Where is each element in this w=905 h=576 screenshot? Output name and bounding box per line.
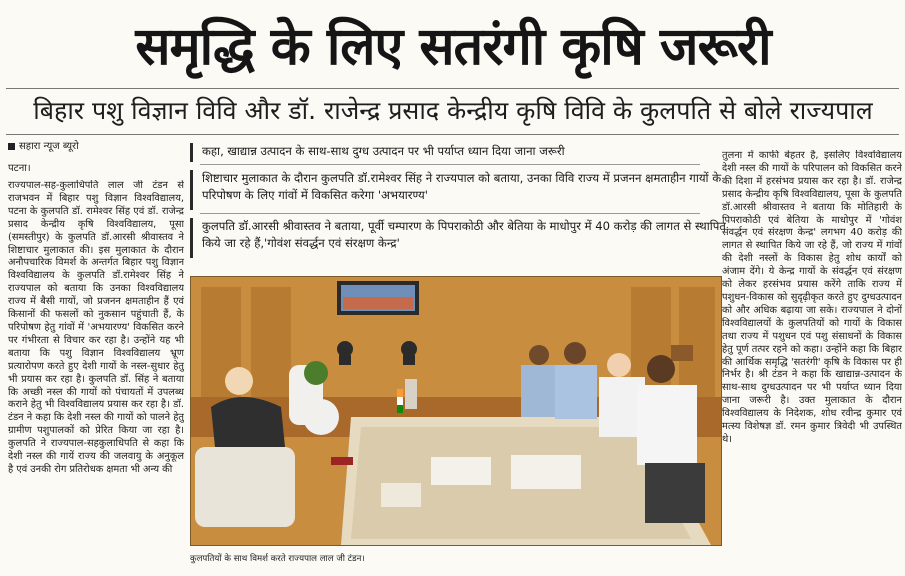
byline [8,140,79,176]
meeting-photo-illustration [191,277,721,545]
article-text-left: राज्यपाल-सह-कुलाधिपति लाल जी टंडन से राजभवन में बिहार पशु विज्ञान विश्वविद्यालय, पटना के कुलपति डॉ. रामेश्वर सिंह एवं डॉ. राजेन्द्र प्रसाद केन्द्रीय कृषि विश्वविद्यालय, पूसा (समस्तीपुर) के कुलपति डॉ.आरसी श्रीवास्तव ने शिष्टाचार मुलाकात की। इस मुलाकात के दौरान अनौपचारिक विमर्श के अन्तर्गत बिहार पशु विज्ञान विश्वविद्यालय के कुलपति डॉ.रामेश्वर सिंह ने राज्यपाल को बताया कि उनका विश्वविद्यालय राज्य में बैसी गायों, जो प्रजनन क्षमताहीन हैं एवं किसानों की फसलों को नुकसान पहुंचाती हैं, के परिपोषण हेतु गांवों में 'अभयारण्य' विकसित करने पर गंभीरता से विचार कर रहा है। उन्होंने यह भी बताया कि पशु विज्ञान विश्वविद्यालय भ्रूण प्रत्यारोपण करते हुए देशी गायों के नस्ल-सुधार हेतु भी प्रयास कर रहा है। कुलपति डॉ. सिंह ने बताया कि अच्छी नस्ल की गायों को पंचायतों में उपलब्ध कराने हेतु भी विश्वविद्यालय प्रयास कर रहा है। डॉ. टंडन ने कहा कि देशी नस्ल की गायों को पालने हेतु ग्रामीण पशुपालकों को प्रेरित किया जा रहा है। कुलपति ने राज्यपाल-सहकुलाधिपति से कहा कि देशी नस्ल की गायें राज्य की जलवायु के अनुकूल है एवं उनकी रोग प्रतिरोधक क्षमता भी अन्य की [8,180,184,475]
subheadline: बिहार पशु विज्ञान विवि और डॉ. राजेन्द्र प्रसाद केन्द्रीय कृषि विवि के कुलपति से बोले राज्यपाल [33,96,873,125]
article-column-left [8,180,184,572]
byline-city: पटना। [8,163,31,174]
pull-quote-1: कहा, खाद्यान्न उत्पादन के साथ-साथ दुग्ध उत्पादन पर भी पर्याप्त ध्यान दिया जाना जरूरी [202,144,565,158]
byline-agency: सहारा न्यूज ब्यूरो [19,141,79,152]
byline-square-icon [8,143,15,150]
article-text-right: तुलना में काफी बेहतर है, इसलिए विश्वविद्यालय देशी नस्ल की गायों के परिपालन को विकसित करने की दिशा में हरसंभव प्रयास कर रहा है। डॉ. राजेन्द्र प्रसाद केन्द्रीय कृषि विश्वविद्यालय, पूसा के कुलपति डॉ.आरसी श्रीवास्तव ने बताया कि मोतिहारी के पिपराकोठी एवं बेतिया के माधोपुर में 'गोवंश संवर्द्धन एवं संरक्षण केन्द्र' लगभग 40 करोड़ की लागत से स्थापित किये जा रहे हैं, जो राज्य में गांवों की देशी नस्लों के विकास हेतु शोध कार्यों को अंजाम देंगे। ये केन्द्र गायों के संवर्द्धन एवं संरक्षण को लेकर हरसंभव प्रयास करेंगे ताकि राज्य में पशुधन-विकास को सुदृढ़ीकृत करते हुए दुग्धउत्पादन को और अधिक बढ़ाया जा सके। राज्यपाल ने दोनों विश्वविद्यालयों के कुलपतियों को गायों के विकास तथा राज्य में पशुधन एवं पशु संसाधनों के विकास हेतु पूर्ण तत्पर रहने को कहा। उन्होंने कहा कि बिहार की आर्थिक समृद्धि 'सतरंगी' कृषि के विकास पर ही निर्भर है। श्री टंडन ने कहा कि खाद्यान्न-उत्पादन के साथ-साथ दुग्धउत्पादन पर भी पर्याप्त ध्यान दिया जाना जरूरी है। उक्त मुलाकात के दौरान विश्वविद्यालय के निदेशक, शोध रवीन्द्र कुमार एवं मत्स्य विशेषज्ञ डॉ. रमन कुमार त्रिवेदी भी उपस्थित थे। [722,150,902,445]
photo-caption: कुलपतियों के साथ विमर्श करते राज्यपाल लाल जी टंडन। [190,554,365,564]
pull-quote-2: शिष्टाचार मुलाकात के दौरान कुलपति डॉ.रामेश्वर सिंह ने राज्यपाल को बताया, उनका विवि राज्य में प्रजनन क्षमताहीन गायों के परिपोषण के लिए गांवों में विकसित करेगा 'अभयारण्य' [202,171,722,202]
headline-rule [6,88,899,89]
news-photo [190,276,722,546]
pull-quote-3: कुलपति डॉ.आरसी श्रीवास्तव ने बताया, पूर्वी चम्पारण के पिपराकोठी और बेतिया के माधोपुर में 40 करोड़ की लागत से स्थापित किये जा रहे हैं,'गोवंश संवर्द्धन एवं संरक्षण केन्द्र' [202,219,726,250]
subhead-rule [6,134,899,135]
headline: समृद्धि के लिए सतरंगी कृषि जरूरी [135,17,771,77]
article-column-right [722,150,902,572]
pull-quote-divider [200,213,700,214]
pull-quote-divider [200,164,700,165]
